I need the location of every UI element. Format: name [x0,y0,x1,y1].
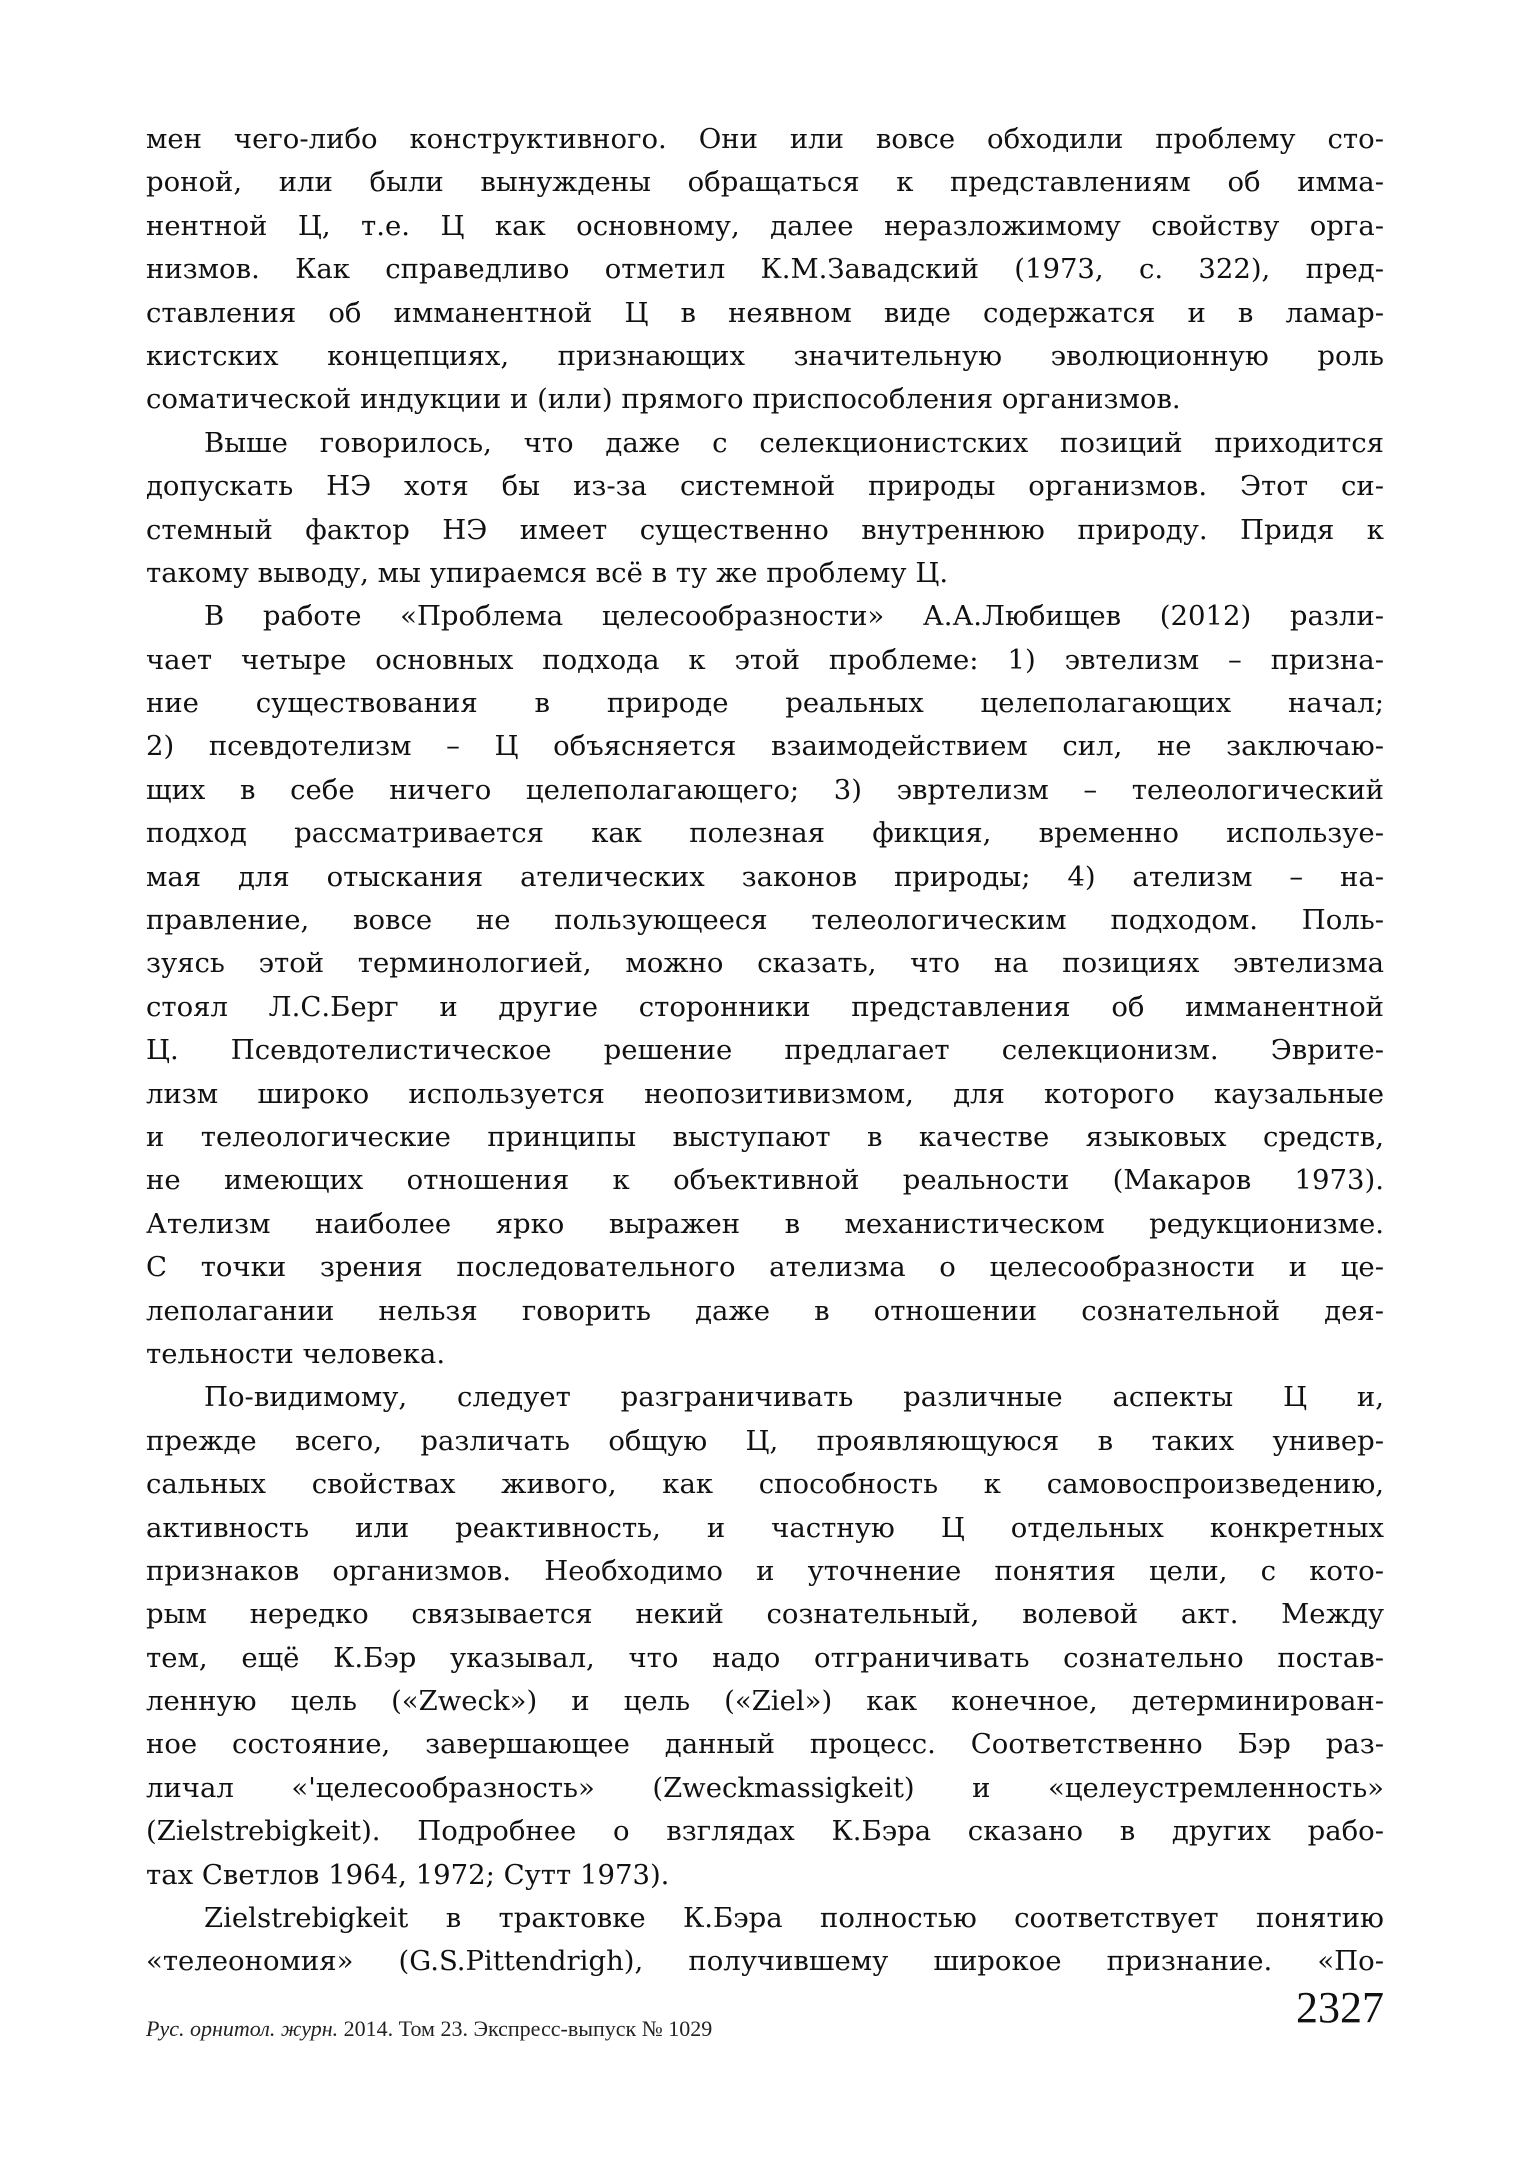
text-line: Ц. Псевдотелистическое решение предлагает селекционизм. Эврите- [146,1034,1384,1067]
paragraph [146,1897,1384,1984]
text-line: правление, вовсе не пользующееся телеологическим подходом. Поль- [146,904,1384,937]
text-line: Zielstrebigkeit в трактовке К.Бэра полностью соответствует понятию [204,1902,1384,1935]
journal-abbreviation: Рус. орнитол. журн. [146,2016,339,2041]
text-line: зуясь этой терминологией, можно сказать, что на позициях эвтелизма [146,947,1384,980]
paragraph [146,1376,1384,1897]
text-line: стемный фактор НЭ имеет существенно внутреннюю природу. Придя к [146,513,1384,546]
text-line: активность или реактивность, и частную Ц отдельных конкретных [146,1511,1384,1544]
issue-info: 2014. Том 23. Экспресс-выпуск № 1029 [338,2016,713,2041]
text-line: подход рассматривается как полезная фикция, временно используе- [146,817,1384,850]
text-line: и телеологические принципы выступают в качестве языковых средств, [146,1120,1384,1153]
text-line: С точки зрения последовательного ателизма о целесообразности и це- [146,1251,1384,1284]
running-footer-citation [146,2016,712,2042]
text-line: ное состояние, завершающее данный процесс. Соответственно Бэр раз- [146,1728,1384,1761]
text-line: такому выводу, мы упираемся всё в ту же проблему Ц. [146,556,949,589]
text-line: чает четыре основных подхода к этой проблеме: 1) эвтелизм – призна- [146,643,1384,676]
text-line: рым нередко связывается некий сознательный, волевой акт. Между [146,1598,1384,1631]
text-line: Выше говорилось, что даже с селекционистских позиций приходится [204,426,1384,459]
text-line: личал «'целесообразность» (Zweckmassigkeit) и «целеустремленность» [146,1771,1384,1804]
text-line: низмов. Как справедливо отметил К.М.Завадский (1973, с. 322), пред- [146,253,1384,286]
text-line: не имеющих отношения к объективной реальности (Макаров 1973). [146,1164,1384,1197]
text-line: кистских концепциях, признающих значительную эволюционную роль [146,339,1384,372]
paragraph [146,422,1384,596]
text-line: 2) псевдотелизм – Ц объясняется взаимодействием сил, не заключаю- [146,730,1384,763]
text-line: сальных свойствах живого, как способность к самовоспроизведению, [146,1468,1384,1501]
text-line: щих в себе ничего целеполагающего; 3) эвртелизм – телеологический [146,773,1384,806]
text-line: (Zielstrebigkeit). Подробнее о взглядах К.Бэра сказано в других рабо- [146,1815,1384,1848]
text-line: По-видимому, следует разграничивать различные аспекты Ц и, [204,1381,1384,1414]
text-line: тем, ещё К.Бэр указывал, что надо отграничивать сознательно постав- [146,1641,1384,1674]
text-line: В работе «Проблема целесообразности» А.А.Любищев (2012) разли- [204,600,1384,633]
text-line: тах Светлов 1964, 1972; Сутт 1973). [146,1858,670,1891]
text-line: стоял Л.С.Берг и другие сторонники представления об имманентной [146,990,1384,1023]
text-line: ставления об имманентной Ц в неявном виде содержатся и в ламар- [146,296,1384,329]
text-line: признаков организмов. Необходимо и уточнение понятия цели, с кото- [146,1554,1384,1587]
text-line: роной, или были вынуждены обращаться к представлениям об имма- [146,166,1384,199]
page-number: 2327 [1296,1983,1384,2032]
text-line: мая для отыскания ателических законов природы; 4) ателизм – на- [146,860,1384,893]
text-line: «телеономия» (G.S.Pittendrigh), получившему широкое признание. «По- [146,1945,1384,1978]
paragraph [146,595,1384,1376]
text-line: соматической индукции и (или) прямого приспособления организмов. [146,383,1181,416]
text-line: ние существования в природе реальных целеполагающих начал; [146,687,1384,720]
text-line: Ателизм наиболее ярко выражен в механистическом редукционизме. [146,1207,1384,1240]
text-line: прежде всего, различать общую Ц, проявляющуюся в таких универ- [146,1424,1384,1457]
text-line: лизм широко используется неопозитивизмом, для которого каузальные [146,1077,1384,1110]
text-line: мен чего-либо конструктивного. Они или вовсе обходили проблему сто- [146,123,1384,155]
text-line: допускать НЭ хотя бы из-за системной природы организмов. Этот си- [146,470,1384,503]
text-line: тельности человека. [146,1337,446,1370]
text-line: леполагании нельзя говорить даже в отношении сознательной дея- [146,1294,1384,1327]
paragraph [146,118,1384,422]
text-line: нентной Ц, т.е. Ц как основному, далее неразложимому свойству орга- [146,209,1384,242]
body-text [146,118,1384,1984]
text-line: ленную цель («Zweck») и цель («Ziel») как конечное, детерминирован- [146,1685,1384,1718]
